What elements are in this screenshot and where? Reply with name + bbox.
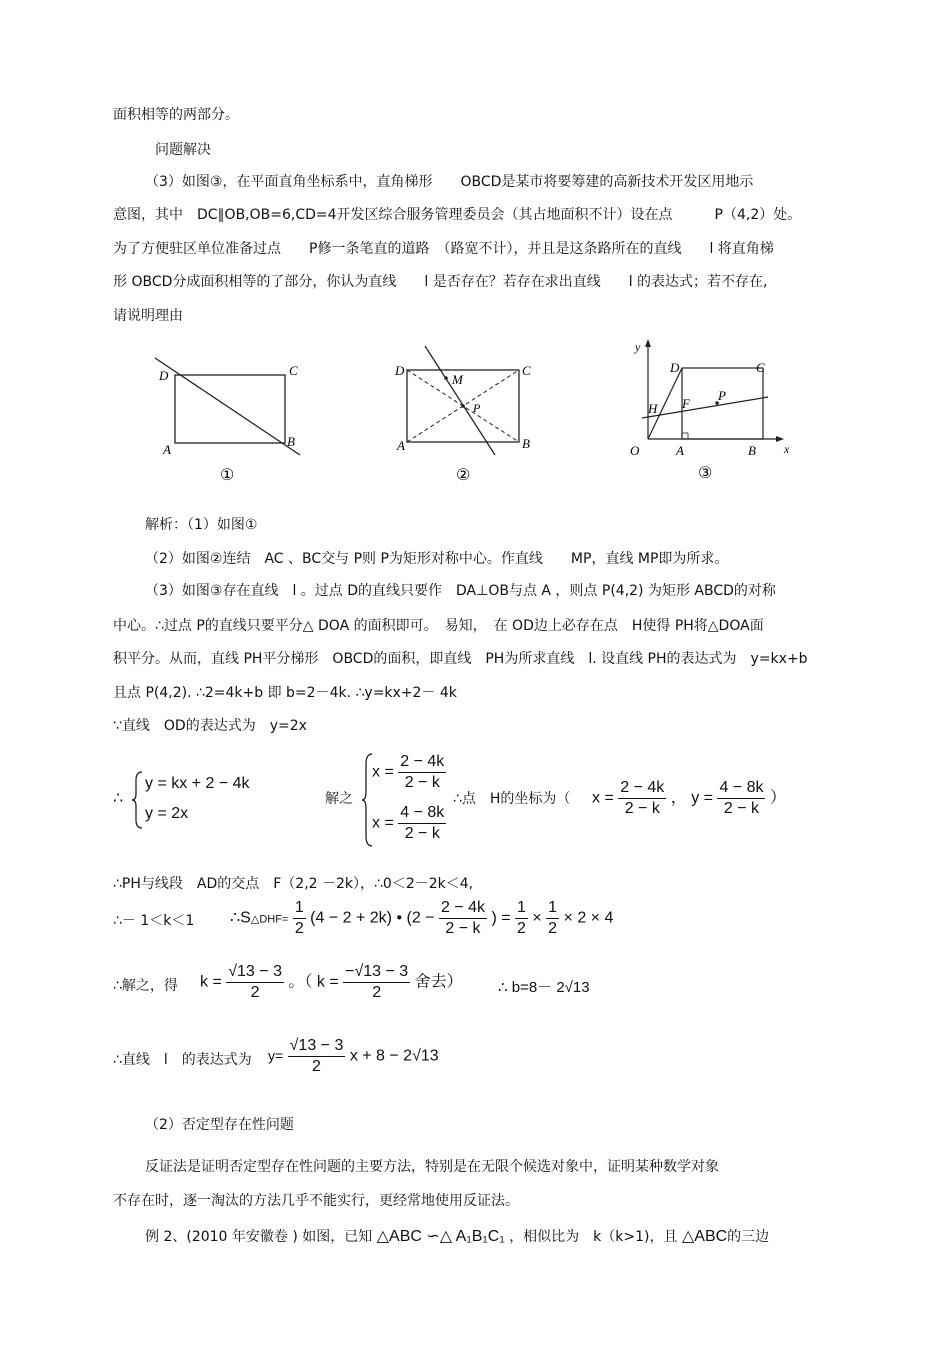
fig2-label-a: A [397,438,405,453]
area-mid-2: ) = [491,909,511,927]
similar-triangles: △ABC ∽△ A₁B₁C₁ [376,1228,505,1245]
text-line-15: ∴PH与线段 AD的交点 F（2,2 －2k），∴0＜2－2k＜4, [113,876,474,892]
denominator: 2 [548,920,558,937]
denominator: 2 − k [723,800,760,817]
numerator: −√13 − 3 [343,962,410,983]
area-mid-1: (4 − 2 + 2k) • (2 − [310,909,435,927]
numerator: 4 − 8k [398,803,446,824]
fig2-label-d: D [395,363,405,378]
fraction-k-negative [343,962,410,1003]
text-line-10: （3）如图③存在直线 l 。过点 D的直线只要作 DA⊥OB与点 A ，则点 P(4,2) 为矩形 ABCD的对称 [145,583,776,599]
denominator: 2 − k [404,774,440,791]
fig2-label-c: C [522,363,531,378]
system1-equation1: y = kx + 2 − 4k [145,775,250,792]
line-tail: x + 8 − 2√13 [349,1047,439,1065]
fig3-label-a: A [676,443,684,458]
figure-1 [145,350,315,490]
system1-equation2: y = 2x [145,805,189,822]
point-h-coordinates [592,778,786,819]
numerator: 1 [546,898,559,919]
numerator: 1 [515,898,528,919]
area-rhs: × 2 × 4 [563,909,614,927]
times-sign: × [532,909,542,927]
fraction-slope [288,1036,346,1077]
fig1-label-b: B [287,434,295,449]
b-value: ∴ b=8－ 2√13 [498,979,590,996]
area-subscript: △DHF= [250,913,289,926]
line-expression [268,1036,439,1077]
k-range: ∴－ 1＜k＜1 [113,913,195,929]
solve-k-label: ∴解之，得 [113,978,178,994]
numerator: √13 − 3 [288,1036,346,1057]
denominator: 2 − k [624,800,660,817]
fig2-label-b: B [522,436,530,451]
numerator: √13 − 3 [226,962,284,983]
fig1-label-d: D [159,368,169,383]
area-lhs: ∴S [230,909,251,927]
fig1-label-a: A [163,442,171,457]
left-brace-1 [132,770,144,830]
y-equals: y = [691,789,713,807]
denominator: 2 [372,984,382,1001]
fraction-k-positive [226,962,284,1003]
point-h-text: ∴点 H的坐标为（ [453,791,571,807]
fig3-label-x: x [784,442,790,456]
denominator: 2 − k [404,825,440,842]
fig3-caption: ③ [698,465,713,482]
three-sides-text: 的三边 [727,1229,770,1245]
text-line-16: （2）否定型存在性问题 [145,1117,294,1133]
denominator: 2 [294,920,304,937]
solve-label: 解之 [325,791,353,807]
fraction-h-x [618,778,666,819]
y-equals: y= [268,1047,284,1064]
x-equals: x = [372,814,394,832]
figure-2 [390,340,540,490]
solution-x2 [372,803,446,844]
fraction-half-1 [293,898,306,939]
k-equals: k = [200,973,222,991]
fig3-label-b: B [748,443,756,458]
text-line-17: 反证法是证明否定型存在性问题的主要方法，特别是在无限个候选对象中，证明某种数学对象 [145,1159,719,1175]
text-line-14: ∵直线 OD的表达式为 y=2x [113,718,307,734]
discarded-open: 。（ k = [288,973,339,991]
numerator: 2 − 4k [618,778,666,799]
fig1-label-c: C [289,363,298,378]
section-heading-problem-solving: 问题解决 [155,142,211,158]
text-line-13: 且点 P(4,2). ∴2=4k+b 即 b=2－4k. ∴y=kx+2－ 4k [113,685,457,701]
fig3-label-f: F [682,396,690,411]
k-solution [200,962,463,1003]
fig2-caption: ② [456,467,471,484]
figure-3 [620,335,800,490]
fig3-label-p: P [718,388,726,403]
discard-label: 舍去） [414,973,463,991]
text-line-12: 积平分。从而，直线 PH平分梯形 OBCD的面积，即直线 PH为所求直线 l. 设直线 PH的表达式为 y=kx+b [113,651,808,667]
fraction-half-3 [546,898,559,939]
text-line-3: （3）如图③，在平面直角坐标系中，直角梯形 OBCD是某市将要筹建的高新技术开发区用地示 [145,174,754,190]
fig1-caption: ① [220,467,235,484]
text-line-11: 中心。∴过点 P的直线只要平分△ DOA 的面积即可。 易知， 在 OD边上必存在点 H使得 PH将△DOA面 [113,618,764,634]
denominator: 2 [312,1058,321,1075]
fig3-label-y: y [635,340,641,354]
fraction-2m4k-over-2mk [398,752,446,793]
line-expression-label: ∴直线 l 的表达式为 [113,1052,252,1068]
therefore-symbol: ∴ [113,790,124,807]
fig2-label-p: P [473,401,481,415]
denominator: 2 − k [445,920,481,937]
fraction-4m8k-over-2mk [398,803,446,844]
fraction-2m4k [439,898,487,939]
example-2-intro: 例 2、(2010 年安徽卷 ) 如图，已知 [145,1229,373,1245]
numerator: 2 − 4k [439,898,487,919]
numerator: 1 [293,898,306,919]
x-equals: x = [592,789,614,807]
fig3-label-h: H [648,401,658,416]
fig3-label-o: O [630,443,640,458]
fraction-half-2 [515,898,528,939]
area-equation [230,898,613,939]
denominator: 2 [517,920,526,937]
numerator: 4 − 8k [717,778,765,799]
denominator: 2 [250,984,260,1001]
text-line-5: 为了方便驻区单位准备过点 P修一条笔直的道路 （路宽不计），并且是这条路所在的直线 l 将直角梯 [113,241,774,257]
right-paren: ） [769,789,786,807]
text-line-1: 面积相等的两部分。 [113,107,239,123]
x-equals: x = [372,763,394,781]
text-line-6: 形 OBCD分成面积相等的了部分，你认为直线 l 是否存在？若存在求出直线 l 的表达式；若不存在, [113,274,768,290]
text-line-4: 意图，其中 DC∥OB,OB=6,CD=4开发区综合服务管理委员会（其占地面积不计）设在点 P（4,2）处。 [113,207,802,223]
text-line-19 [145,1227,769,1247]
fig2-label-m: M [452,372,463,387]
comma: ， [670,789,687,807]
text-line-7: 请说明理由 [113,308,183,324]
numerator: 2 − 4k [398,752,446,773]
fraction-h-y [717,778,765,819]
triangle-abc: △ABC [681,1228,728,1245]
text-line-8: 解析：（1）如图① [145,517,258,533]
solution-x1 [372,752,446,793]
text-line-9: （2）如图②连结 AC 、BC交与 P则 P为矩形对称中心。作直线 MP，直线 MP即为所求。 [145,551,729,567]
fig3-label-d: D [670,360,680,375]
text-line-18: 不存在时，逐一淘汰的方法几乎不能实行，更经常地使用反证法。 [113,1193,519,1209]
similarity-ratio-text: ，相似比为 k（k>1)，且 [509,1229,678,1245]
fig3-label-c: C [756,360,765,375]
